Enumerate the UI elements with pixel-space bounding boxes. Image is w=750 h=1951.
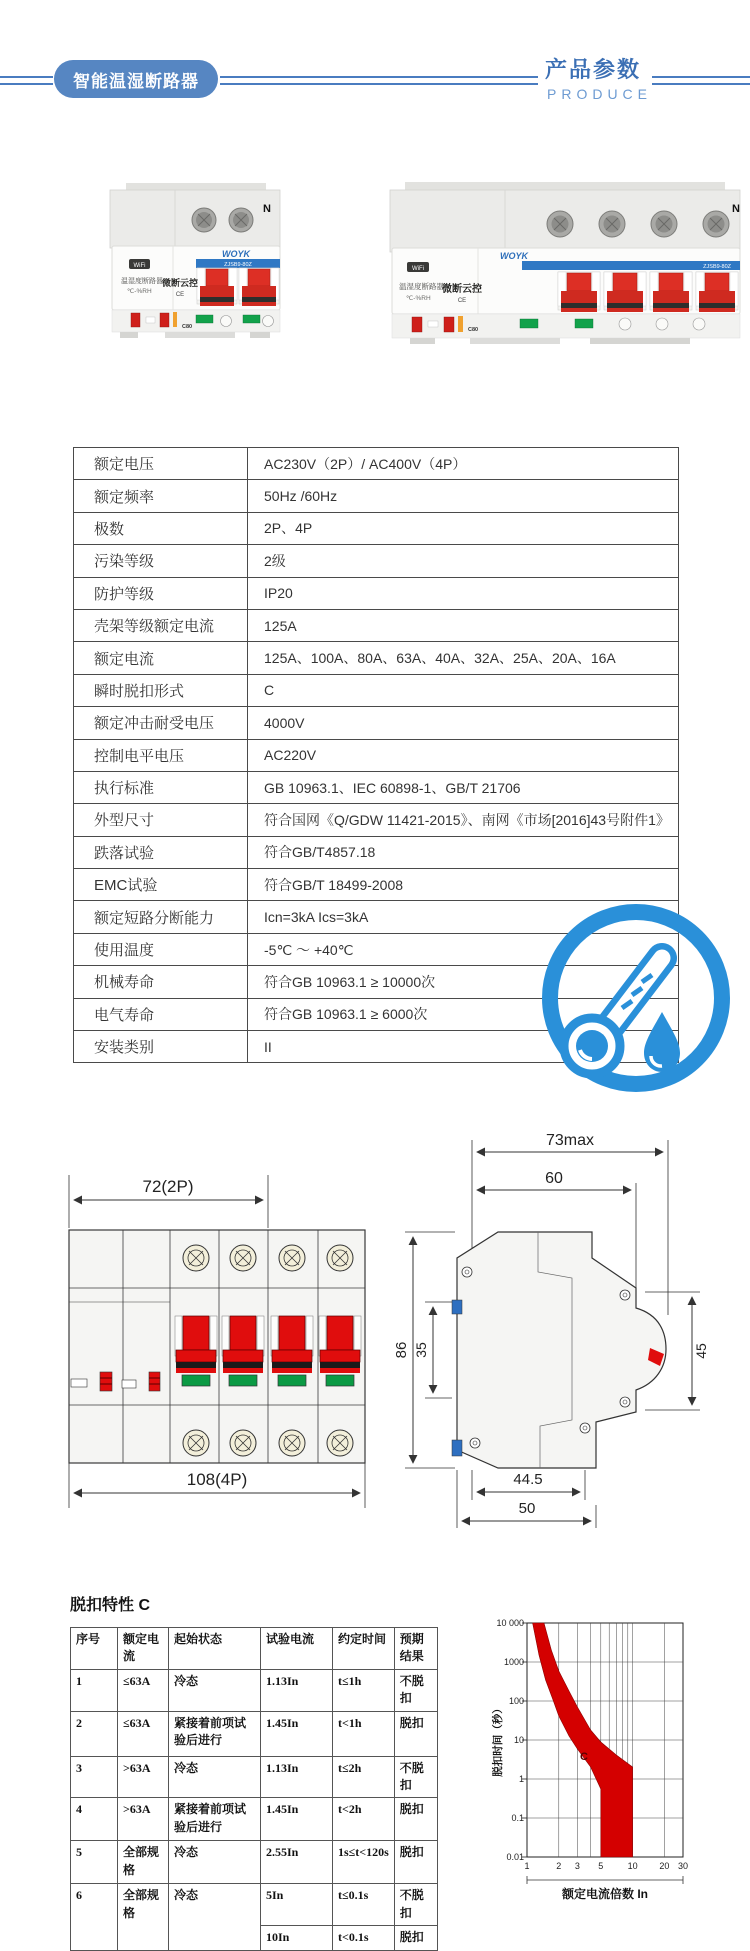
wifi-badge-label: WiFi — [412, 266, 424, 272]
cell: t<1h — [333, 1711, 395, 1756]
cell: 2 — [71, 1711, 118, 1756]
cell: 4 — [71, 1798, 118, 1841]
brand-logo: WOYK — [222, 249, 250, 259]
cell: t<0.1s — [333, 1926, 395, 1950]
page-title-pill — [54, 60, 218, 98]
cell: 冷态 — [169, 1841, 261, 1884]
dim-rail: 35 — [413, 1342, 429, 1358]
spec-label: 额定频率 — [74, 480, 248, 512]
cell: 1 — [71, 1669, 118, 1711]
model-label: ZJSB9-80Z — [703, 264, 731, 270]
wifi-badge-label: WiFi — [133, 263, 146, 269]
header-rule-mid — [220, 76, 538, 78]
dim-depth-max: 73max — [545, 1132, 595, 1149]
header-rule-right — [652, 76, 750, 78]
section-title: 产品参数 — [545, 57, 642, 82]
spec-label: 机械寿命 — [74, 966, 248, 998]
cell: 2.55In — [261, 1841, 333, 1884]
svg-text:0.1: 0.1 — [511, 1813, 524, 1823]
section-subtitle: PRODUCE — [547, 86, 653, 102]
cell: t≤0.1s — [333, 1884, 395, 1926]
spec-label: 额定电压 — [74, 448, 248, 480]
svg-text:10: 10 — [627, 1861, 638, 1871]
spec-value: AC220V — [248, 739, 679, 771]
spec-value: AC230V（2P）/ AC400V（4P） — [248, 448, 679, 480]
svg-text:5: 5 — [598, 1861, 604, 1871]
breaker-handle — [604, 272, 646, 312]
rating-label: C80 — [182, 324, 193, 330]
spec-value: 2P、4P — [248, 512, 679, 544]
breaker-handle — [650, 272, 692, 312]
spec-value: GB 10963.1、IEC 60898-1、GB/T 21706 — [248, 771, 679, 803]
dim-width-4p: 108(4P) — [186, 1470, 248, 1489]
cert-mark-icon — [619, 318, 631, 330]
ce-mark: CE — [175, 292, 185, 298]
cell: 5In — [261, 1884, 333, 1926]
spec-label: 跌落试验 — [74, 836, 248, 868]
cell: 3 — [71, 1756, 118, 1798]
table-row — [74, 480, 679, 512]
cert-mark-icon — [656, 318, 668, 330]
svg-text:20: 20 — [659, 1861, 670, 1871]
status-window — [520, 319, 538, 328]
spec-label: 外型尺寸 — [74, 804, 248, 836]
header-rule-mid-2 — [220, 83, 538, 85]
dim-depth-a: 44.5 — [513, 1471, 543, 1488]
col-header: 起始状态 — [169, 1628, 261, 1670]
cell: 全部规格 — [118, 1841, 169, 1884]
spec-value: II — [248, 1031, 679, 1063]
cell: 脱扣 — [394, 1926, 437, 1950]
drawing-indicator — [278, 1375, 306, 1386]
cell: ≤63A — [118, 1669, 169, 1711]
table-row — [74, 642, 679, 674]
spec-label: 瞬时脱扣形式 — [74, 674, 248, 706]
spec-label: 执行标准 — [74, 771, 248, 803]
dim-depth-b: 50 — [518, 1500, 536, 1517]
cell: 冷态 — [169, 1884, 261, 1950]
header-rule-left — [0, 76, 53, 78]
trip-curve-chart — [455, 1590, 750, 1932]
spec-value: 4000V — [248, 707, 679, 739]
table-row — [74, 707, 679, 739]
table-header-row — [71, 1628, 438, 1670]
spec-label: 电气寿命 — [74, 998, 248, 1030]
table-row — [74, 448, 679, 480]
svg-text:30: 30 — [677, 1861, 689, 1871]
table-row — [74, 674, 679, 706]
cell: 全部规格 — [118, 1884, 169, 1950]
breaker-type-label: 温湿度断路器 — [121, 278, 163, 285]
svg-text:10 000: 10 000 — [496, 1618, 524, 1628]
brand-logo: WOYK — [500, 251, 528, 261]
spec-value: 符合GB 10963.1 ≥ 6000次 — [248, 998, 679, 1030]
table-row — [71, 1841, 438, 1884]
cell: 5 — [71, 1841, 118, 1884]
cell: 10In — [261, 1926, 333, 1950]
breaker-handle — [239, 268, 279, 306]
breaker-side-profile — [457, 1232, 666, 1468]
table-row — [71, 1756, 438, 1798]
spec-label: 壳架等级额定电流 — [74, 609, 248, 641]
page-title: 智能温湿断路器 — [73, 71, 199, 91]
table-row — [74, 836, 679, 868]
table-row — [74, 545, 679, 577]
breaker-2p-image — [110, 183, 280, 338]
cert-mark-icon — [693, 318, 705, 330]
table-row — [71, 1884, 438, 1926]
model-label: ZJSB9-80Z — [224, 262, 252, 268]
status-window — [575, 319, 593, 328]
svg-text:1: 1 — [524, 1861, 530, 1871]
cell: 脱扣 — [394, 1711, 437, 1756]
col-header: 额定电流 — [118, 1628, 169, 1670]
breaker-4p-image — [390, 182, 740, 344]
svg-text:10: 10 — [513, 1735, 524, 1745]
neutral-label: N — [263, 203, 271, 215]
mode-switch — [412, 317, 422, 332]
spec-value: 符合GB/T4857.18 — [248, 836, 679, 868]
orange-indicator — [458, 316, 463, 332]
col-header: 预期结果 — [394, 1628, 437, 1670]
band-label: C — [580, 1751, 588, 1763]
dim-front-height: 45 — [693, 1343, 709, 1359]
spec-label: 使用温度 — [74, 933, 248, 965]
x-tick-labels — [524, 1861, 688, 1871]
din-clip — [452, 1300, 462, 1314]
spec-value: 50Hz /60Hz — [248, 480, 679, 512]
cell: 紧接着前项试验后进行 — [169, 1711, 261, 1756]
din-clip — [452, 1440, 462, 1456]
spec-value: 125A — [248, 609, 679, 641]
water-drop-icon — [644, 1012, 680, 1072]
status-window — [196, 315, 213, 323]
table-row — [74, 512, 679, 544]
col-header: 试验电流 — [261, 1628, 333, 1670]
spec-label: 污染等级 — [74, 545, 248, 577]
ce-mark: CE — [457, 298, 467, 304]
svg-text:1000: 1000 — [503, 1657, 524, 1667]
spec-label: 额定电流 — [74, 642, 248, 674]
cell: 6 — [71, 1884, 118, 1950]
table-row — [74, 771, 679, 803]
mode-switch — [444, 317, 454, 332]
dim-height: 86 — [393, 1341, 410, 1359]
col-header: 序号 — [71, 1628, 118, 1670]
spec-value: IP20 — [248, 577, 679, 609]
cell: 不脱扣 — [394, 1756, 437, 1798]
table-row — [71, 1798, 438, 1841]
spec-label: EMC试验 — [74, 869, 248, 901]
spec-value: -5℃ ～ +40℃ — [248, 933, 679, 965]
cell: 1.45In — [261, 1711, 333, 1756]
neutral-label: N — [732, 203, 740, 215]
header-rule-left-2 — [0, 83, 53, 85]
cell: 冷态 — [169, 1756, 261, 1798]
breaker-type-label: 温湿度断路器 — [399, 282, 444, 291]
cell: 1.13In — [261, 1756, 333, 1798]
spec-value: C — [248, 674, 679, 706]
spec-label: 安装类别 — [74, 1031, 248, 1063]
header-rule-right-2 — [652, 83, 750, 85]
spec-label: 额定短路分断能力 — [74, 901, 248, 933]
cell: t≤1h — [333, 1669, 395, 1711]
svg-text:1: 1 — [518, 1774, 524, 1784]
cell: 1.45In — [261, 1798, 333, 1841]
table-row — [71, 1669, 438, 1711]
spec-label: 额定冲击耐受电压 — [74, 707, 248, 739]
svg-text:3: 3 — [574, 1861, 580, 1871]
svg-text:2: 2 — [556, 1861, 562, 1871]
y-axis-label: 脱扣时间（秒） — [492, 1703, 504, 1777]
rating-label: C80 — [468, 327, 479, 333]
spec-value: 125A、100A、80A、63A、40A、32A、25A、20A、16A — [248, 642, 679, 674]
dim-depth-body: 60 — [545, 1170, 563, 1187]
cert-mark-icon — [263, 316, 274, 327]
mode-switch — [160, 313, 169, 327]
cell: 冷态 — [169, 1669, 261, 1711]
cell: t≤2h — [333, 1756, 395, 1798]
breaker-product-images — [60, 140, 750, 340]
trip-characteristic-table — [70, 1627, 438, 1951]
drawing-indicator — [326, 1375, 354, 1386]
side-view-dimension-drawing — [380, 1130, 750, 1540]
col-header: 约定时间 — [333, 1628, 395, 1670]
spec-label: 控制电平电压 — [74, 739, 248, 771]
cell: 不脱扣 — [394, 1669, 437, 1711]
cell: 脱扣 — [394, 1841, 437, 1884]
cell: 1.13In — [261, 1669, 333, 1711]
sensor-range-label: ℃-%RH — [406, 295, 431, 302]
spec-value: Icn=3kA Ics=3kA — [248, 901, 679, 933]
svg-text:100: 100 — [508, 1696, 524, 1706]
cell: 脱扣 — [394, 1798, 437, 1841]
table-row — [74, 609, 679, 641]
breaker-handle — [197, 268, 237, 306]
cell: t<2h — [333, 1798, 395, 1841]
svg-text:0.01: 0.01 — [506, 1852, 524, 1862]
table-row — [74, 804, 679, 836]
cell: 1s≤t<120s — [333, 1841, 395, 1884]
spec-value: 符合国网《Q/GDW 11421-2015》、南网《市场[2016]43号附件1》 — [248, 804, 679, 836]
drawing-indicator — [229, 1375, 257, 1386]
table-row — [74, 577, 679, 609]
spec-value: 符合GB 10963.1 ≥ 10000次 — [248, 966, 679, 998]
sensor-range-label: ℃-%RH — [127, 288, 152, 295]
x-axis-label: 额定电流倍数 In — [562, 1887, 648, 1901]
mode-switch — [131, 313, 140, 327]
drawing-indicator — [182, 1375, 210, 1386]
cloud-control-label: 微断云控 — [442, 284, 482, 295]
spec-value: 2级 — [248, 545, 679, 577]
temperature-humidity-icon — [535, 895, 745, 1105]
cell: >63A — [118, 1756, 169, 1798]
status-window — [243, 315, 260, 323]
cell: 不脱扣 — [394, 1884, 437, 1926]
spec-label: 防护等级 — [74, 577, 248, 609]
orange-indicator — [173, 312, 177, 327]
cert-mark-icon — [221, 316, 232, 327]
front-view-dimension-drawing — [40, 1130, 380, 1530]
spec-label: 极数 — [74, 512, 248, 544]
table-row — [74, 739, 679, 771]
cell: ≤63A — [118, 1711, 169, 1756]
cloud-control-label: 微断云控 — [161, 278, 199, 288]
cell: >63A — [118, 1798, 169, 1841]
trip-section-heading: 脱扣特性 C — [70, 1597, 151, 1614]
breaker-handle — [696, 272, 738, 312]
dim-width-2p: 72(2P) — [142, 1177, 194, 1196]
spec-value: 符合GB/T 18499-2008 — [248, 869, 679, 901]
table-row — [71, 1711, 438, 1756]
cell: 紧接着前项试验后进行 — [169, 1798, 261, 1841]
breaker-handle — [558, 272, 600, 312]
